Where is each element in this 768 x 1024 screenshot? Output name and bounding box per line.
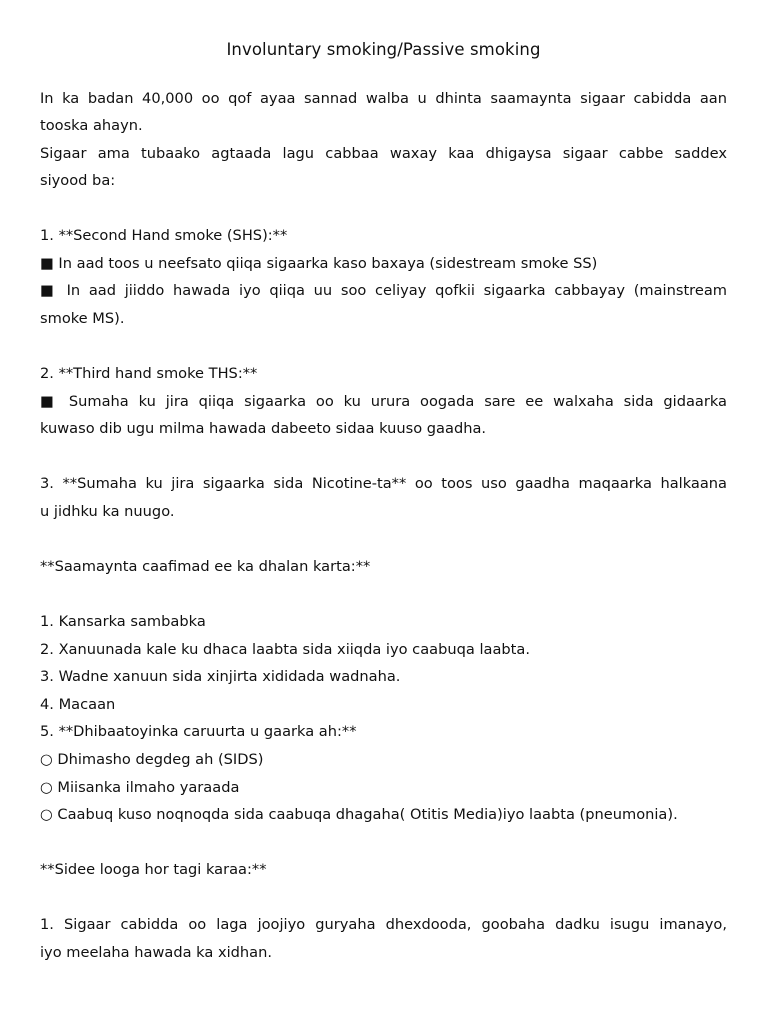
intro-line-3: Sigaar ama tubaako agtaada lagu cabbaa waxay kaa dhigaysa sigaar cabbe saddex — [40, 145, 727, 162]
health-subitem: ○ Miisanka ilmaho yaraada — [40, 779, 240, 796]
third-point-line-2: u jidhku ka nuugo. — [40, 503, 175, 520]
health-subitem: ○ Caabuq kuso noqnoqda sida caabuqa dhagaha( Otitis Media)iyo laabta (pneumonia). — [40, 806, 678, 823]
intro-line-1: In ka badan 40,000 oo qof ayaa sannad walba u dhinta saamaynta sigaar cabidda aan — [40, 90, 727, 107]
shs-bullet-1: ■ In aad toos u neefsato qiiqa sigaarka kaso baxaya (sidestream smoke SS) — [40, 255, 598, 272]
health-heading: **Saamaynta caafimad ee ka dhalan karta:** — [40, 558, 371, 575]
health-subitem: ○ Dhimasho degdeg ah (SIDS) — [40, 751, 264, 768]
shs-bullet-2-line-1: ■ In aad jiiddo hawada iyo qiiqa uu soo celiyay qofkii sigaarka cabbayay (mainstream — [40, 282, 727, 299]
ths-bullet-line-2: kuwaso dib ugu milma hawada dabeeto sidaa kuuso gaadha. — [40, 420, 487, 437]
health-item: 1. Kansarka sambabka — [40, 613, 206, 630]
ths-bullet-line-1: ■ Sumaha ku jira qiiqa sigaarka oo ku urura oogada sare ee walxaha sida gidaarka — [40, 393, 727, 410]
health-item: 4. Macaan — [40, 696, 116, 713]
shs-bullet-2-line-2: smoke MS). — [40, 310, 125, 327]
intro-line-4: siyood ba: — [40, 172, 116, 189]
intro-line-2: tooska ahayn. — [40, 117, 143, 134]
prevention-line-2: iyo meelaha hawada ka xidhan. — [40, 944, 272, 961]
ths-heading: 2. **Third hand smoke THS:** — [40, 365, 258, 382]
prevention-line-1: 1. Sigaar cabidda oo laga joojiyo guryaha dhexdooda, goobaha dadku isugu imanayo, — [40, 916, 727, 933]
third-point-line-1: 3. **Sumaha ku jira sigaarka sida Nicotine-ta** oo toos uso gaadha maqaarka halkaana — [40, 475, 727, 492]
health-item: 3. Wadne xanuun sida xinjirta xididada wadnaha. — [40, 668, 401, 685]
prevention-heading: **Sidee looga hor tagi karaa:** — [40, 861, 267, 878]
shs-heading: 1. **Second Hand smoke (SHS):** — [40, 227, 288, 244]
health-item: 5. **Dhibaatoyinka caruurta u gaarka ah:** — [40, 723, 357, 740]
health-item: 2. Xanuunada kale ku dhaca laabta sida xiiqda iyo caabuqa laabta. — [40, 641, 530, 658]
page-title: Involuntary smoking/Passive smoking — [226, 40, 541, 59]
